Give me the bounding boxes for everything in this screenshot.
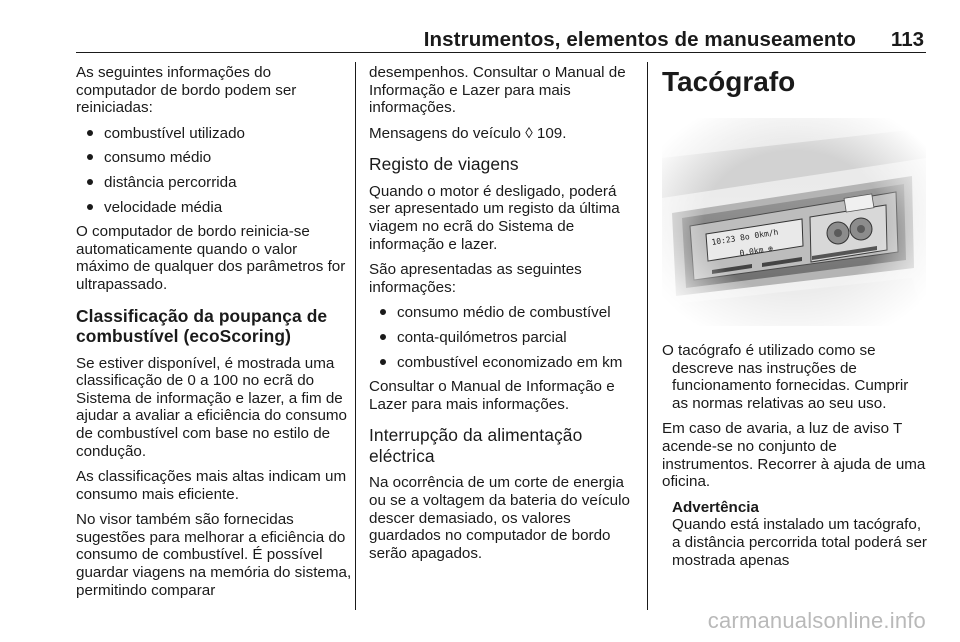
column-3	[662, 60, 928, 98]
section-heading-power-interruption: Interrupção da alimentação eléctrica	[369, 425, 583, 466]
bullet-icon	[87, 154, 93, 160]
ecoscoring-paragraph-1: Se estiver disponível, é mostrada uma classificação de 0 a 100 no ecrã do Sistema de informação e lazer, a fim de ajudar a avaliar a eficiência do consumo de combustível com base no estilo de condução.	[76, 354, 348, 460]
bullet-icon	[380, 359, 386, 365]
list-item: conta-quilómetros parcial	[369, 329, 632, 347]
list-item: combustível economizado em km	[369, 354, 632, 372]
column-1	[76, 64, 352, 607]
section-heading-tachograph: Tacógrafo	[662, 66, 796, 97]
bullet-icon	[87, 204, 93, 210]
tachograph-paragraph-2: Em caso de avaria, a luz de aviso T acende-se no conjunto de instrumentos. Recorrer à ajuda de uma oficina.	[662, 420, 926, 491]
warning-box	[672, 499, 928, 569]
trip-record-paragraph: Quando o motor é desligado, poderá ser apresentado um registo da última viagem no ecrã do Sistema de informação e lazer.	[369, 182, 620, 253]
power-interruption-paragraph: Na ocorrência de um corte de energia ou se a voltagem da bateria do veículo descer demasiado, os valores guardados no computador de bordo serão apagados.	[369, 474, 630, 562]
vehicle-messages-reference: Mensagens do veículo ◊ 109.	[369, 124, 567, 142]
section-heading-trip-record: Registo de viagens	[369, 154, 519, 175]
bullet-icon	[87, 130, 93, 136]
column-3-text	[662, 342, 928, 569]
manual-reference-paragraph: Consultar o Manual de Informação e Lazer para mais informações.	[369, 378, 615, 413]
watermark: carmanualsonline.info	[707, 608, 926, 633]
list-item: velocidade média	[76, 199, 352, 217]
trip-info-list	[369, 304, 632, 371]
page-title: Instrumentos, elementos de manuseamento	[423, 28, 856, 51]
tachograph-image	[662, 118, 926, 326]
list-item: consumo médio de combustível	[369, 304, 632, 322]
page-number: 113	[890, 28, 924, 51]
intro-paragraph: As seguintes informações do computador de bordo podem ser reiniciadas:	[76, 64, 297, 117]
list-item: distância percorrida	[76, 174, 352, 192]
page-header	[76, 0, 926, 53]
ecoscoring-paragraph-2: As classificações mais altas indicam um consumo mais eficiente.	[76, 468, 347, 503]
section-heading-ecoscoring: Classificação da poupança de combustível (ecoScoring)	[76, 305, 328, 347]
column-2	[369, 64, 632, 570]
list-item: combustível utilizado	[76, 125, 352, 143]
column-divider-2	[647, 62, 648, 610]
list-item: consumo médio	[76, 149, 352, 167]
info-intro-paragraph: São apresentadas as seguintes informações:	[369, 261, 582, 296]
bullet-icon	[380, 334, 386, 340]
bullet-icon	[87, 179, 93, 185]
reset-paragraph: O computador de bordo reinicia-se automaticamente quando o valor máximo de qualquer dos parâmetros for ultrapassado.	[76, 223, 346, 293]
bullet-icon	[380, 309, 386, 315]
warning-text: Quando está instalado um tacógrafo, a distância percorrida total poderá ser mostrada apenas	[672, 516, 927, 569]
ecoscoring-paragraph-3: No visor também são fornecidas sugestões para melhorar a eficiência do consumo de combustível. É possível guardar viagens na memória do sistema, permitindo comparar	[76, 511, 352, 599]
column-divider-1	[355, 62, 356, 610]
warning-title: Advertência	[672, 498, 759, 516]
reset-list	[76, 125, 352, 216]
continued-paragraph: desempenhos. Consultar o Manual de Informação e Lazer para mais informações.	[369, 64, 626, 117]
tachograph-paragraph-1: O tacógrafo é utilizado como se descreve nas instruções de funcionamento fornecidas. Cumprir as normas relativas ao seu uso.	[662, 342, 909, 412]
